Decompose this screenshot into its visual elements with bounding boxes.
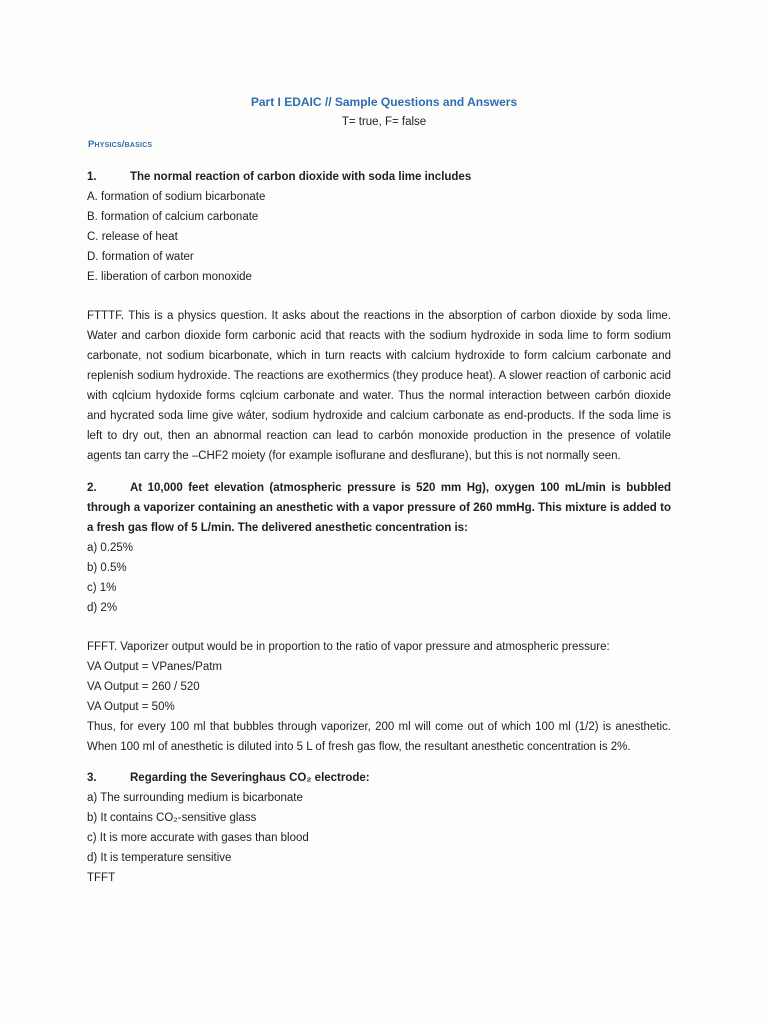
question-3-option-d: d) It is temperature sensitive	[87, 852, 232, 864]
question-2-formula-3: VA Output = 50%	[87, 701, 175, 713]
question-3-option-a: a) The surrounding medium is bicarbonate	[87, 792, 303, 804]
question-3-number: 3.	[87, 772, 97, 784]
question-3-heading	[87, 768, 671, 788]
section-heading: Physics/basics	[88, 139, 153, 150]
question-1-answer: FTTTF. This is a physics question. It asks about the reactions in the absorption of carbon dioxide by soda lime. Water and carbon dioxide form carbonic acid that reacts with the sodium hydroxide in soda lime to form sodium carbonate, not sodium bicarbonate, which in turn reacts with calcium hydroxide to form calcium carbonate and replenish sodium hydroxide. The reactions are exothermics (they produce heat). A slower reaction of carbonic acid with cqlcium hydoxide forms cqlcium carbonate and water. Thus the normal interaction between carbón dioxide and hycrated soda lime give wáter, sodium hydroxide and calcium carbonate as end-products. If the soda lime is left to dry out, then an abnormal reaction can lead to carbón monoxide production in the presence of volatile agents tan carry the –CHF2 moiety (for example isoflurane and desflurane), but this is not normally seen.	[87, 310, 671, 462]
document-title: Part I EDAIC // Sample Questions and Answers	[250, 95, 518, 109]
question-2-option-d: d) 2%	[87, 602, 118, 614]
question-1-text: The normal reaction of carbon dioxide with soda lime includes	[130, 171, 472, 183]
question-3-option-b: b) It contains CO₂-sensitive glass	[87, 812, 257, 824]
question-2-formula-1: VA Output = VPanes/Patm	[87, 661, 222, 673]
question-2-answer-explanation: Thus, for every 100 ml that bubbles through vaporizer, 200 ml will come out of which 100 ml (1/2) is anesthetic. When 100 ml of anesthetic is diluted into 5 L of fresh gas flow, the resultant anesthetic concentration is 2%.	[87, 721, 671, 753]
question-2-heading	[87, 478, 671, 538]
question-1-option-e: E. liberation of carbon monoxide	[87, 271, 252, 283]
question-1-option-d: D. formation of water	[87, 251, 194, 263]
question-1-option-a: A. formation of sodium bicarbonate	[87, 191, 266, 203]
document-header	[0, 95, 768, 129]
question-1-number: 1.	[87, 171, 97, 183]
question-2-text: At 10,000 feet elevation (atmospheric pressure is 520 mm Hg), oxygen 100 mL/min is bubbled through a vaporizer containing an anesthetic with a vapor pressure of 260 mmHg. This mixture is added to a fresh gas flow of 5 L/min. The delivered anesthetic concentration is:	[87, 482, 671, 534]
question-2-number: 2.	[87, 482, 97, 494]
question-2-formula-2: VA Output = 260 / 520	[87, 681, 200, 693]
question-1-option-b: B. formation of calcium carbonate	[87, 211, 259, 223]
questions-content	[87, 167, 671, 888]
question-2-option-c: c) 1%	[87, 582, 117, 594]
question-2-option-b: b) 0.5%	[87, 562, 127, 574]
question-3-answer: TFFT	[87, 872, 116, 884]
question-1-option-c: C. release of heat	[87, 231, 178, 243]
question-2-answer-intro: FFFT. Vaporizer output would be in proportion to the ratio of vapor pressure and atmospheric pressure:	[87, 641, 610, 653]
question-3-option-c: c) It is more accurate with gases than blood	[87, 832, 309, 844]
question-1-heading	[87, 167, 671, 187]
question-2-option-a: a) 0.25%	[87, 542, 134, 554]
question-3-text: Regarding the Severinghaus CO₂ electrode:	[130, 772, 370, 784]
answer-key-legend: T= true, F= false	[341, 116, 427, 128]
